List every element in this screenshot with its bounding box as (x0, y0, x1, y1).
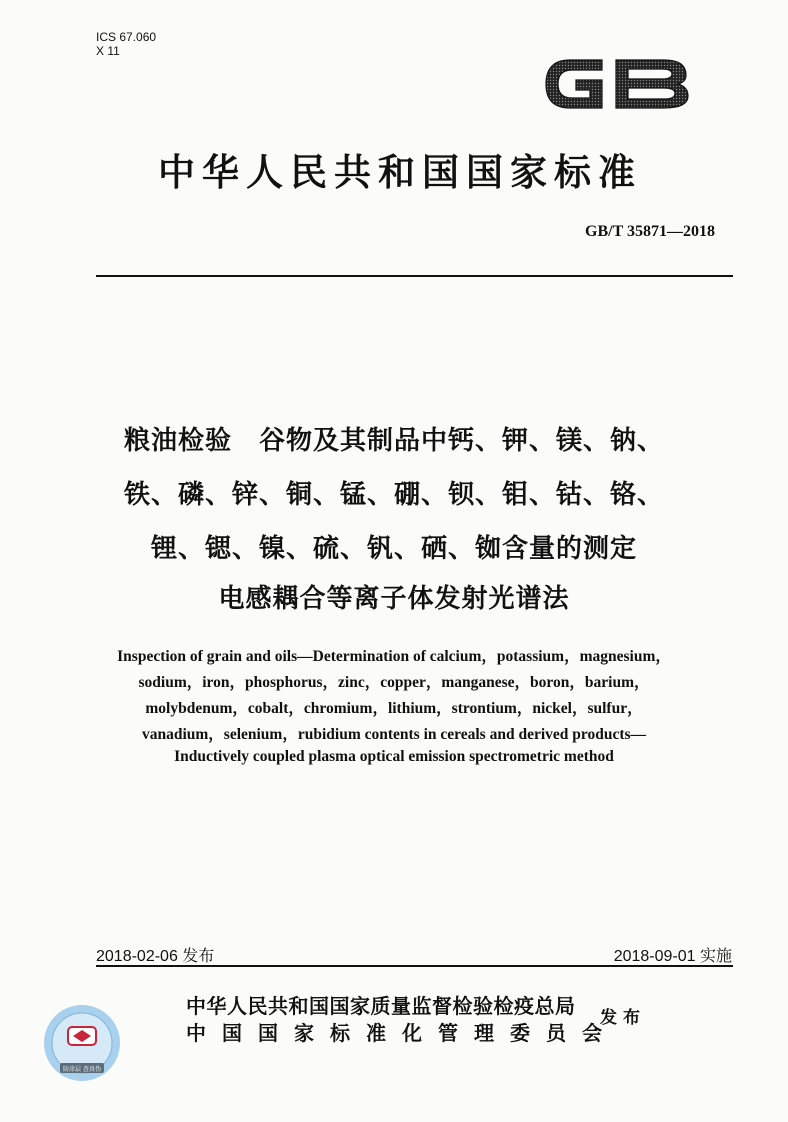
title-cn-line-1: 粮油检验 谷物及其制品中钙、钾、镁、钠、 (123, 426, 664, 456)
title-en-line-5: Inductively coupled plasma optical emission spectrometric method (174, 748, 614, 765)
title-en-line-3: molybdenum，cobalt，chromium，lithium，strontium，nickel，sulfur， (145, 700, 643, 717)
gb-logo (540, 46, 692, 122)
implementation-date: 2018-09-01 实施 (613, 948, 732, 965)
standard-title: 中华人民共和国国家标准 (158, 150, 642, 194)
stamp-text: 防涂层 查真伪 (63, 1066, 101, 1073)
bottom-divider (96, 965, 733, 967)
authority-line-2: 中国国家标准化管理委员会 (186, 1021, 618, 1045)
title-en-line-4: vanadium，selenium，rubidium contents in cereals and derived products— (141, 726, 647, 743)
classification-block (96, 30, 156, 58)
title-en-line-1: Inspection of grain and oils—Determination of calcium，potassium，magnesium， (117, 648, 671, 665)
title-cn-line-2: 铁、磷、锌、铜、锰、硼、钡、钼、钴、铬、 (123, 480, 664, 510)
top-divider (96, 275, 733, 277)
issue-date: 2018-02-06 发布 (96, 948, 215, 965)
title-en-line-2: sodium，iron，phosphorus，zinc，copper，manganese，boron，barium， (138, 674, 650, 691)
title-cn-line-4: 电感耦合等离子体发射光谱法 (218, 584, 570, 614)
publish-label: 发布 (600, 1008, 646, 1028)
class-code: X 11 (96, 44, 120, 58)
title-cn-line-3: 锂、锶、镍、硫、钒、硒、铷含量的测定 (150, 534, 637, 564)
ics-code: ICS 67.060 (96, 30, 157, 44)
standard-code: GB/T 35871—2018 (585, 223, 715, 240)
authority-line-1: 中华人民共和国国家质量监督检验检疫总局 (186, 994, 576, 1018)
anti-counterfeit-stamp (42, 1003, 122, 1083)
